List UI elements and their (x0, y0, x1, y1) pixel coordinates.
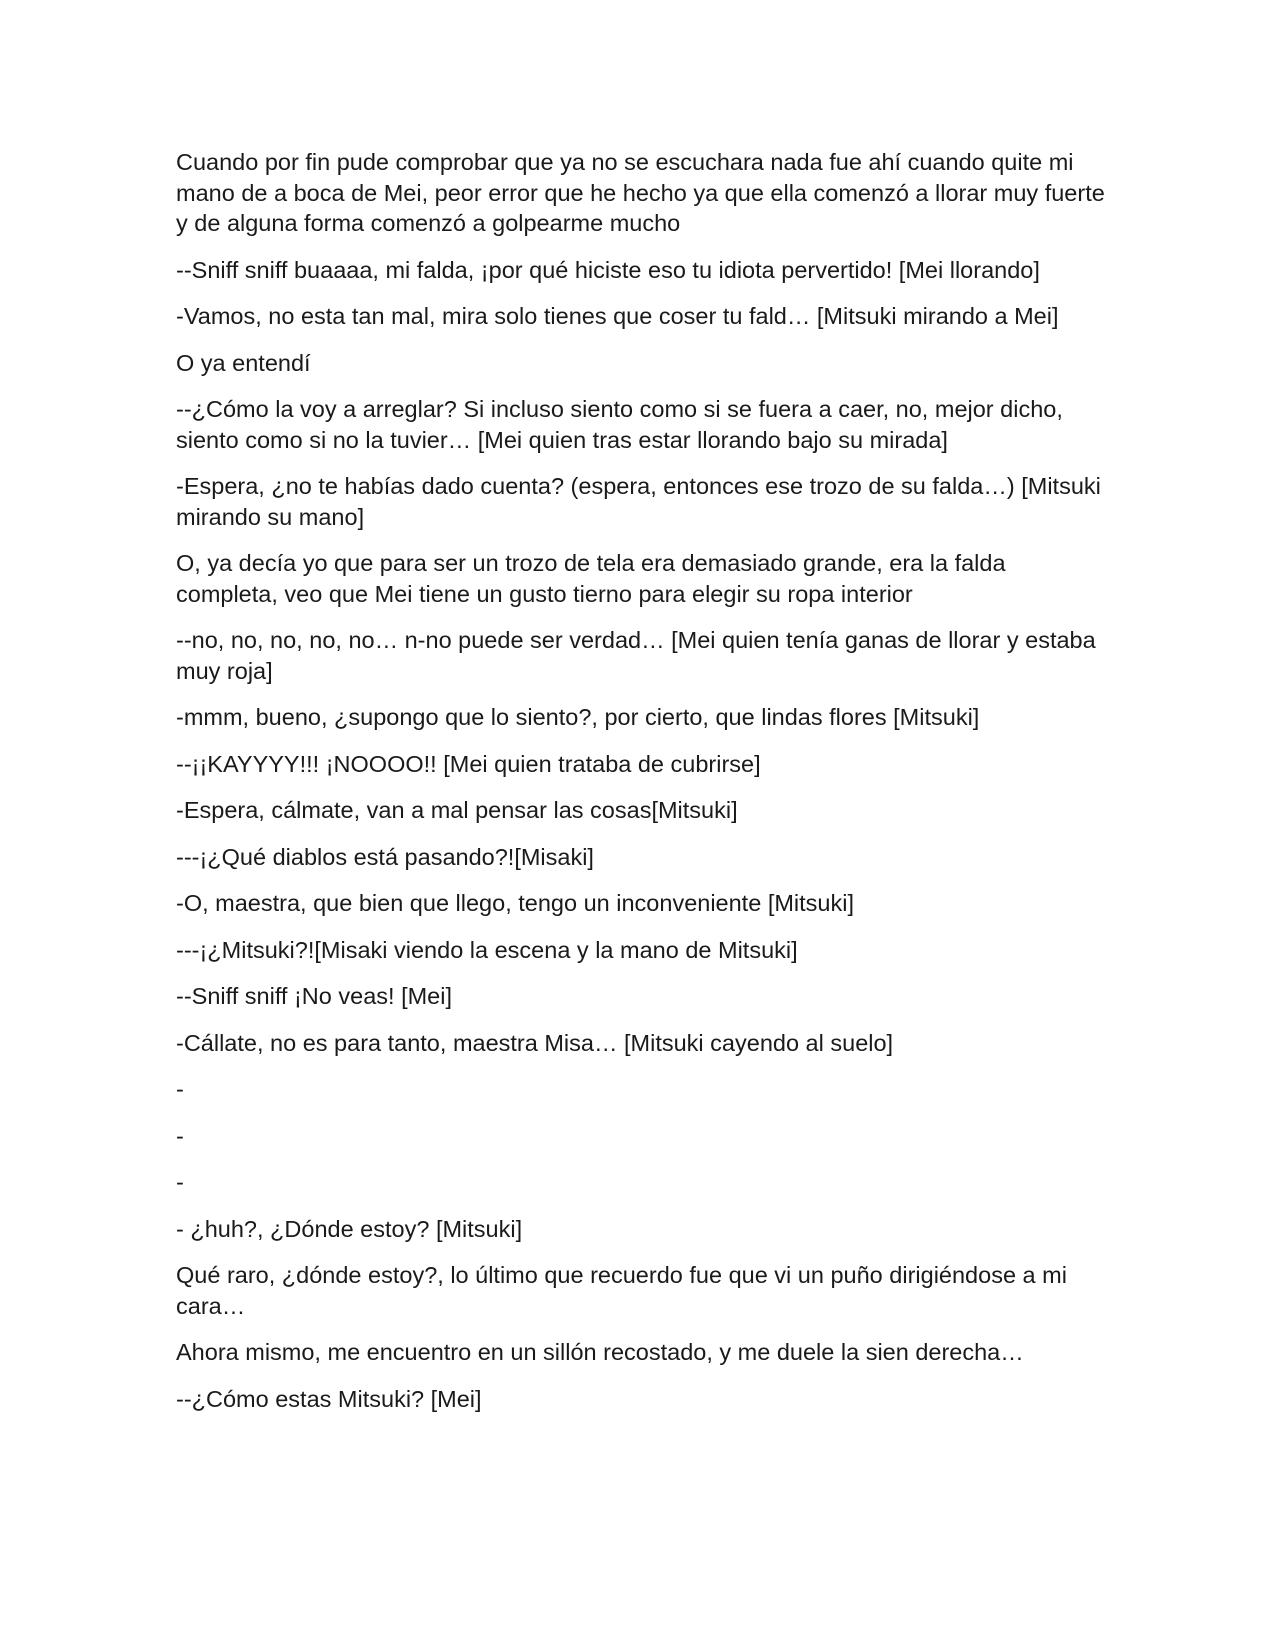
paragraph: -O, maestra, que bien que llego, tengo un inconveniente [Mitsuki] (176, 890, 854, 916)
paragraph: - ¿huh?, ¿Dónde estoy? [Mitsuki] (176, 1215, 523, 1242)
paragraph: -Espera, ¿no te habías dado cuenta? (espera, entonces ese trozo de su falda…) [Mitsuki mirando su mano] (176, 473, 1108, 530)
document-body (176, 147, 1111, 1430)
paragraph: -Cállate, no es para tanto, maestra Misa… [Mitsuki cayendo al suelo] (176, 1029, 894, 1056)
paragraph: Qué raro, ¿dónde estoy?, lo último que recuerdo fue que vi un puño dirigiéndose a mi cara… (176, 1262, 1074, 1319)
scene-break-dash: - (176, 1169, 184, 1195)
paragraph: -mmm, bueno, ¿supongo que lo siento?, por cierto, que lindas flores [Mitsuki] (176, 704, 980, 730)
scene-break-dash: - (176, 1076, 184, 1102)
paragraph: O ya entendí (176, 349, 311, 376)
paragraph: Cuando por fin pude comprobar que ya no se escuchara nada fue ahí cuando quite mi mano de a boca de Mei, peor error que he hecho ya que ella comenzó a llorar muy fuerte y de alguna forma comenzó a golpearme mucho (176, 149, 1112, 236)
paragraph: ---¡¿Qué diablos está pasando?![Misaki] (176, 843, 594, 870)
paragraph: --¡¡KAYYYY!!! ¡NOOOO!! [Mei quien trataba de cubrirse] (176, 750, 761, 777)
paragraph: -Espera, cálmate, van a mal pensar las cosas[Mitsuki] (176, 797, 738, 823)
paragraph: Ahora mismo, me encuentro en un sillón recostado, y me duele la sien derecha… (176, 1339, 1024, 1365)
scene-break-dash: - (176, 1122, 184, 1149)
paragraph: O, ya decía yo que para ser un trozo de tela era demasiado grande, era la falda completa, veo que Mei tiene un gusto tierno para elegir su ropa interior (176, 550, 1013, 607)
paragraph: --¿Cómo estas Mitsuki? [Mei] (176, 1385, 482, 1412)
paragraph: --no, no, no, no, no… n-no puede ser verdad… [Mei quien tenía ganas de llorar y estaba muy roja] (176, 627, 1103, 684)
paragraph: --¿Cómo la voy a arreglar? Si incluso siento como si se fuera a caer, no, mejor dicho, siento como si no la tuvier… [Mei quien tras estar llorando bajo su mirada] (176, 396, 1070, 453)
paragraph: --Sniff sniff ¡No veas! [Mei] (176, 983, 452, 1009)
paragraph: -Vamos, no esta tan mal, mira solo tienes que coser tu fald… [Mitsuki mirando a Mei] (176, 303, 1059, 329)
paragraph: ---¡¿Mitsuki?![Misaki viendo la escena y la mano de Mitsuki] (176, 936, 798, 963)
paragraph: --Sniff sniff buaaaa, mi falda, ¡por qué hiciste eso tu idiota pervertido! [Mei llorando] (176, 256, 1040, 283)
